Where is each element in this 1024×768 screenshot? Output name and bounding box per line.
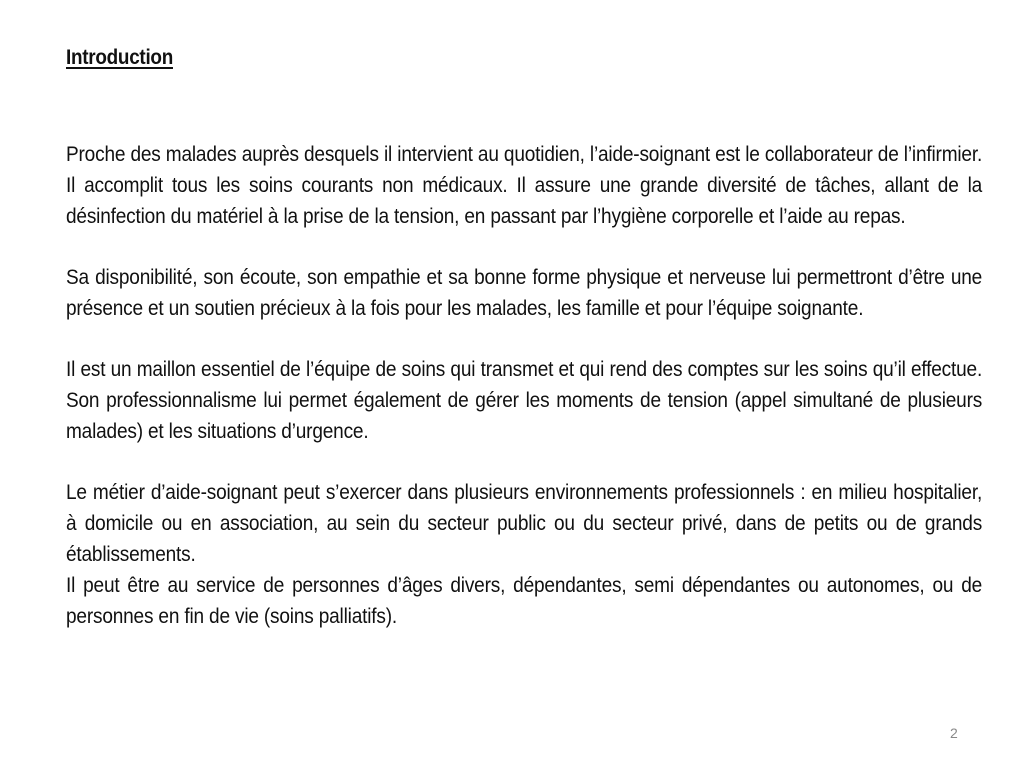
paragraph-role: Il est un maillon essentiel de l’équipe de soins qui transmet et qui rend des comptes sur les soins qu’il effectue. Son professionnalisme lui permet également de gérer les moments de tension (appel simultané de plusieurs malades) et les situations d’urgence.: [66, 358, 983, 443]
page-number: 2: [950, 725, 958, 741]
slide-body: [66, 139, 982, 632]
paragraph-intro: Proche des malades auprès desquels il intervient au quotidien, l’aide-soignant est le collaborateur de l’infirmier. Il accomplit tous les soins courants non médicaux. Il assure une grande diversité de tâches, allant de la désinfection du matériel à la prise de la tension, en passant par l’hygiène corporelle et l’aide au repas.: [66, 143, 983, 228]
paragraph-patients: Il peut être au service de personnes d’âges divers, dépendantes, semi dépendantes ou autonomes, ou de personnes en fin de vie (soins palliatifs).: [66, 574, 983, 628]
paragraph-environments: Le métier d’aide-soignant peut s’exercer dans plusieurs environnements professionnels : en milieu hospitalier, à domicile ou en association, au sein du secteur public ou du secteur privé, dans de petits ou de grands établissements.: [66, 481, 983, 566]
slide-title: Introduction: [66, 46, 173, 69]
paragraph-qualities: Sa disponibilité, son écoute, son empathie et sa bonne forme physique et nerveuse lui permettront d’être une présence et un soutien précieux à la fois pour les malades, les famille et pour l’équipe soignante.: [66, 266, 983, 320]
